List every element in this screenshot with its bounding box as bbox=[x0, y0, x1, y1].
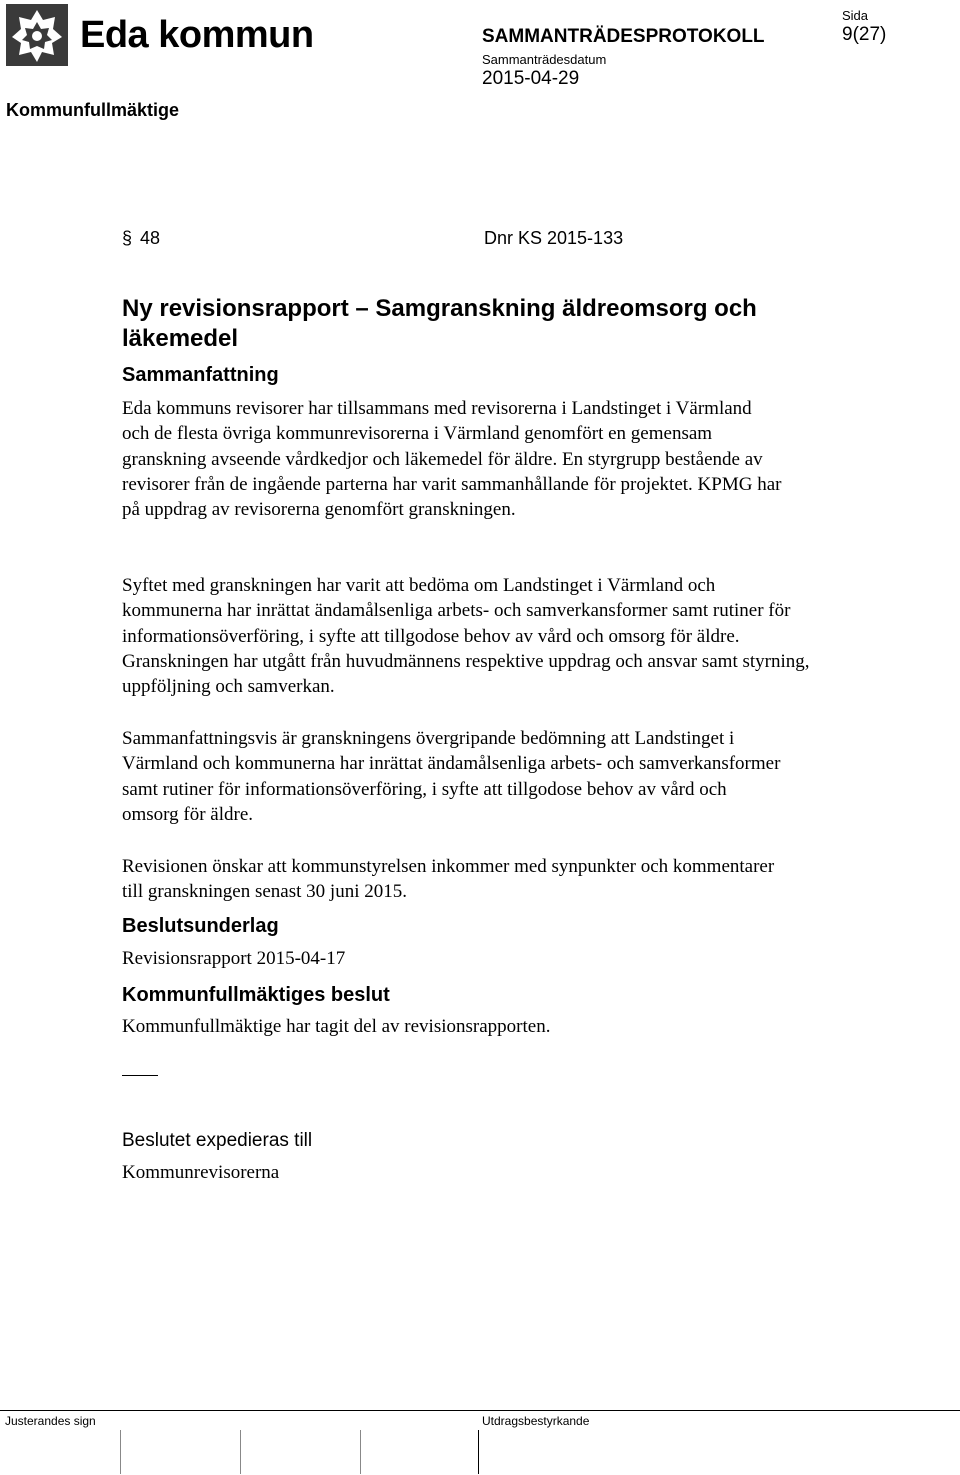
protocol-title: SAMMANTRÄDESPROTOKOLL bbox=[482, 26, 765, 47]
case-number: 48 bbox=[140, 228, 161, 248]
summary-paragraph-1: Eda kommuns revisorer har tillsammans med revisorerna i Landstinget i Värmland och de flesta övriga kommunrevisorerna i Värmland genomfört en gemensam granskning avseende vårdkedjor och läkemedel för äldre. En styrgrupp bestående av revisorer från de ingående parterna har varit sammanhållande för projektet. KPMG har på uppdrag av revisorerna genomfört granskningen. bbox=[122, 398, 782, 521]
dispatch-heading: Beslutet expedieras till bbox=[122, 1130, 313, 1151]
summary-paragraph-2: Syftet med granskningen har varit att bedöma om Landstinget i Värmland och kommunerna har inrättat ändamålsenliga arbets- och samverkansformer samt rutiner för informationsöverföring, i syfte att tillgodose behov av vård och omsorg för äldre. Granskningen har utgått från huvudmännens respektive uppdrag och ansvar samt styrning, uppföljning och samverkan. bbox=[122, 575, 810, 698]
page-title: Ny revisionsrapport – Samgranskning äldreomsorg och läkemedel bbox=[122, 295, 757, 352]
signature-box-divider bbox=[478, 1430, 479, 1474]
signature-box-divider bbox=[360, 1430, 361, 1474]
basis-heading: Beslutsunderlag bbox=[122, 915, 279, 937]
justerandes-sign-label: Justerandes sign bbox=[5, 1414, 96, 1428]
organ-name: Kommunfullmäktige bbox=[6, 100, 180, 120]
signature-box-divider bbox=[120, 1430, 121, 1474]
summary-paragraph-4: Revisionen önskar att kommunstyrelsen inkommer med synpunkter och kommentarer till granskningen senast 30 juni 2015. bbox=[122, 856, 775, 903]
eda-kommun-logo-icon bbox=[6, 4, 68, 66]
brand-name: Eda kommun bbox=[80, 14, 314, 56]
utdragsbestyrkande-label: Utdragsbestyrkande bbox=[482, 1414, 590, 1428]
decision-text: Kommunfullmäktige har tagit del av revisionsrapporten. bbox=[122, 1016, 551, 1037]
signature-box-divider bbox=[240, 1430, 241, 1474]
decision-heading: Kommunfullmäktiges beslut bbox=[122, 984, 390, 1006]
summary-paragraph-3: Sammanfattningsvis är granskningens övergripande bedömning att Landstinget i Värmland och kommunerna har inrättat ändamålsenliga arbets- och samverkansformer samt rutiner för informationsöverföring, i syfte att tillgodose behov av vård och omsorg för äldre. bbox=[122, 728, 781, 825]
page-number: 9(27) bbox=[842, 24, 887, 45]
page-label: Sida bbox=[842, 8, 869, 23]
summary-heading: Sammanfattning bbox=[122, 364, 279, 386]
meeting-date-label: Sammanträdesdatum bbox=[482, 52, 607, 67]
basis-text: Revisionsrapport 2015-04-17 bbox=[122, 948, 346, 969]
separator-rule bbox=[122, 1075, 158, 1076]
meeting-date: 2015-04-29 bbox=[482, 68, 580, 89]
signature-footer bbox=[0, 1410, 960, 1475]
dispatch-text: Kommunrevisorerna bbox=[122, 1162, 280, 1183]
section-sign: § bbox=[122, 228, 133, 248]
diary-number: Dnr KS 2015-133 bbox=[484, 228, 624, 248]
